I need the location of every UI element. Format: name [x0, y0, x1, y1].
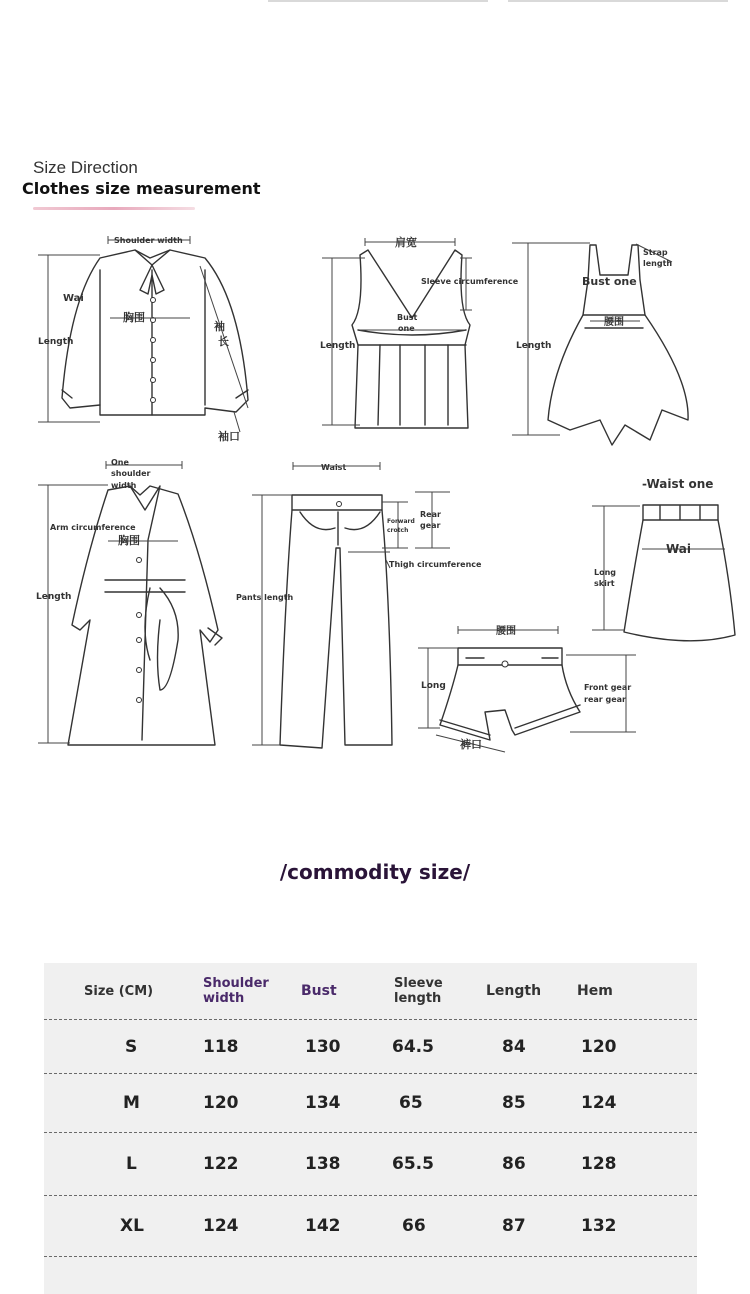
- size-direction-subtitle: Clothes size measurement: [22, 179, 261, 198]
- cell-hem: 124: [581, 1093, 617, 1113]
- vest-bust-label-1: Bust: [397, 313, 418, 322]
- dress-strap-label-2: length: [643, 259, 673, 268]
- table-row: [44, 1196, 697, 1257]
- coat-shoulder-label-3: width: [111, 481, 137, 490]
- top-separator-lines: [0, 0, 750, 4]
- cell-shoulder: 120: [203, 1093, 239, 1113]
- table-header-row: [44, 963, 697, 1020]
- shorts-front-label-1: Front gear: [584, 683, 632, 692]
- skirt-waist-label: -Waist one: [642, 477, 714, 491]
- cell-bust: 130: [305, 1036, 341, 1057]
- pants-thigh-label: Thigh circumference: [389, 560, 482, 569]
- cell-hem: 128: [581, 1154, 617, 1174]
- cell-size: L: [126, 1154, 137, 1174]
- vest-sleeve-label: Sleeve circumference: [421, 277, 519, 286]
- pants-rear-label-1: Rear: [420, 510, 441, 519]
- cell-hem: 120: [581, 1036, 617, 1057]
- shorts-front-label-2: rear gear: [584, 695, 626, 704]
- header-length: Length: [486, 982, 542, 999]
- cell-size: XL: [120, 1216, 144, 1236]
- skirt-wai-label: Wai: [666, 542, 692, 556]
- header-size: Size (CM): [84, 983, 154, 999]
- shorts-long-label: Long: [421, 681, 446, 691]
- pants-diagram: [236, 462, 482, 748]
- shirt-wai-label: Wai: [63, 293, 84, 304]
- cell-shoulder: 118: [203, 1036, 239, 1057]
- table-row: [44, 1074, 697, 1133]
- pants-length-label: Pants length: [236, 593, 294, 602]
- cell-sleeve: 65: [399, 1093, 423, 1113]
- table-row: [44, 1133, 697, 1196]
- dress-diagram: [512, 243, 688, 445]
- cell-sleeve: 65.5: [392, 1154, 434, 1174]
- shorts-waist-label: 腰围: [496, 626, 516, 637]
- skirt-long-label-2: skirt: [594, 579, 615, 588]
- cell-shoulder: 124: [203, 1216, 239, 1236]
- shirt-sleeve-label-2: 长: [218, 335, 229, 348]
- cell-length: 84: [502, 1036, 526, 1057]
- dress-bust-label: Bust one: [582, 275, 637, 288]
- cell-length: 86: [502, 1154, 526, 1174]
- shirt-buttons: [151, 298, 156, 403]
- dress-waist-label: 腰围: [604, 317, 624, 328]
- coat-buttons: [137, 558, 142, 703]
- table-row: [44, 1020, 697, 1074]
- pants-forward-label-2: crotch: [387, 527, 409, 534]
- pants-waist-label: Waist: [321, 463, 347, 472]
- size-table: [44, 963, 697, 1294]
- shorts-hem-label: 裤口: [460, 738, 482, 751]
- cell-size: M: [123, 1093, 140, 1113]
- commodity-size-title: /commodity size/: [279, 860, 471, 884]
- shirt-bust-label: 胸围: [123, 311, 145, 324]
- coat-shoulder-label-1: One: [111, 458, 129, 467]
- size-direction-title: Size Direction: [33, 158, 138, 177]
- title-underline: [33, 207, 195, 210]
- shirt-diagram: [38, 236, 248, 443]
- vest-length-label: Length: [320, 341, 356, 351]
- pants-forward-label-1: Forward: [387, 518, 415, 525]
- cell-sleeve: 66: [402, 1216, 426, 1236]
- cell-bust: 134: [305, 1093, 341, 1113]
- cell-sleeve: 64.5: [392, 1036, 434, 1057]
- shirt-length-label: Length: [38, 337, 74, 347]
- cell-bust: 142: [305, 1216, 341, 1236]
- vest-shoulder-label: 肩宽: [395, 236, 417, 249]
- size-diagram: [0, 220, 750, 780]
- header-bust: Bust: [301, 982, 337, 999]
- dress-strap-label-1: Strap: [643, 248, 668, 257]
- pants-rear-label-2: gear: [420, 521, 441, 530]
- vest-diagram: [320, 235, 519, 428]
- coat-arm-label: Arm circumference: [50, 523, 136, 532]
- cell-length: 87: [502, 1216, 526, 1236]
- coat-diagram: [36, 458, 222, 745]
- shorts-diagram: [418, 624, 636, 752]
- skirt-diagram: [592, 477, 735, 641]
- coat-bust-label: 胸围: [118, 534, 140, 547]
- coat-shoulder-label-2: shoulder: [111, 469, 151, 478]
- vest-bust-label-2: one: [398, 324, 415, 333]
- coat-length-label: Length: [36, 592, 72, 602]
- cell-length: 85: [502, 1093, 526, 1113]
- dress-length-label: Length: [516, 341, 552, 351]
- cell-size: S: [125, 1036, 138, 1057]
- shirt-cuff-label: 袖口: [218, 430, 240, 443]
- cell-shoulder: 122: [203, 1154, 239, 1174]
- header-hem: Hem: [577, 982, 613, 999]
- shirt-sleeve-label-1: 袖: [214, 320, 225, 333]
- header-shoulder-width: Shoulder width: [203, 976, 269, 1006]
- header-sleeve-length: Sleeve length: [394, 976, 443, 1006]
- cell-bust: 138: [305, 1154, 341, 1174]
- shirt-shoulder-label: Shoulder width: [114, 236, 183, 245]
- cell-hem: 132: [581, 1216, 617, 1236]
- skirt-long-label-1: Long: [594, 568, 617, 577]
